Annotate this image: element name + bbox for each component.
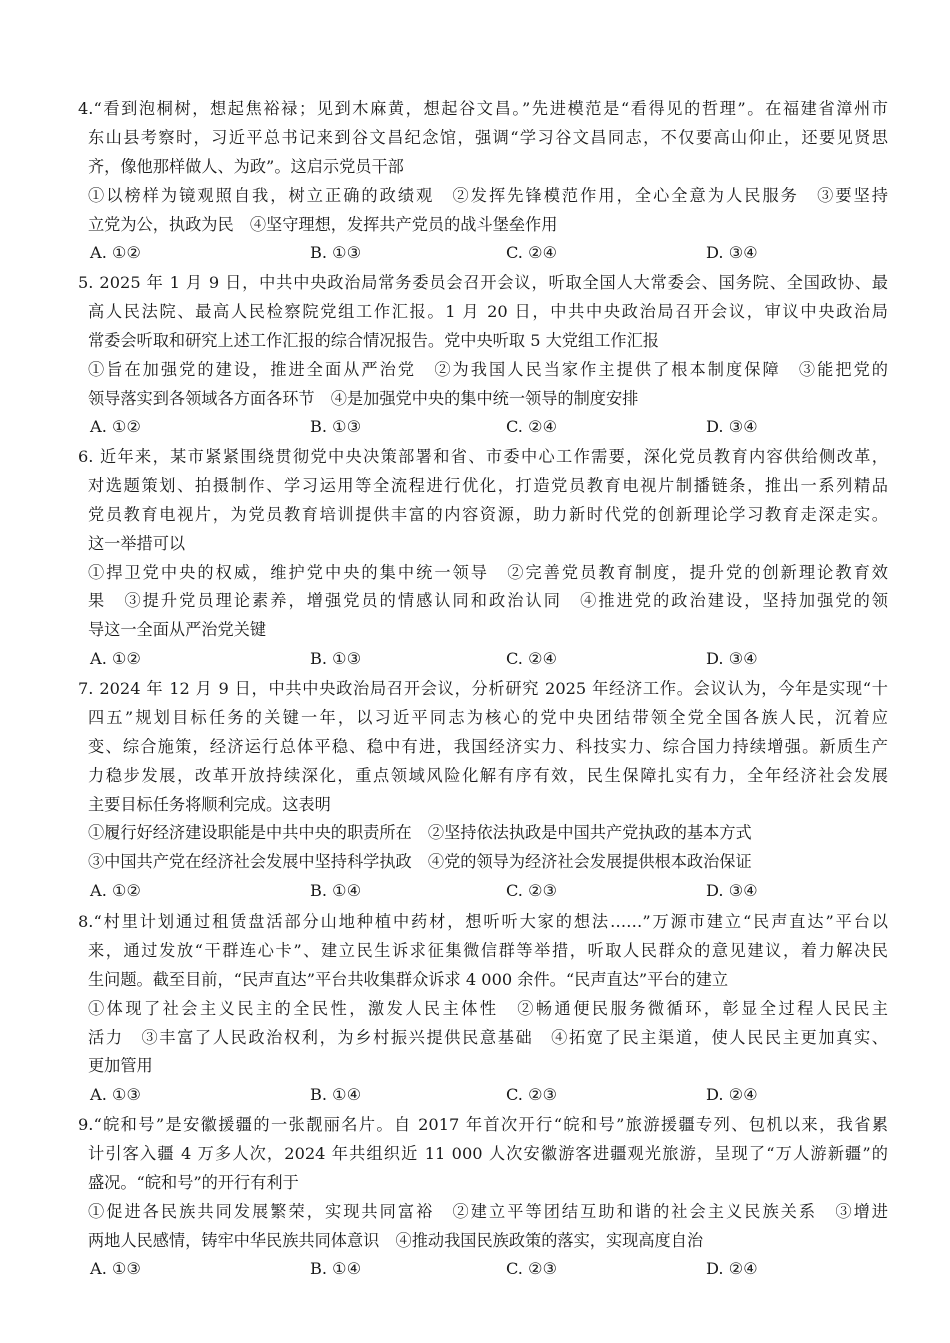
option-d: D. ②④ xyxy=(706,1259,758,1279)
answer-options xyxy=(88,645,888,674)
question-stem-line: 8.“村里计划通过租赁盘活部分山地种植中药材，想听听大家的想法……”万源市建立“民声直达”平台以 xyxy=(78,912,888,931)
option-c: C. ②③ xyxy=(506,881,558,901)
statement-line: ①体现了社会主义民主的全民性，激发人民主体性 ②畅通便民服务微循环，彰显全过程人民民主 xyxy=(88,998,888,1018)
option-b: B. ①④ xyxy=(310,881,362,901)
statement-line: ①以榜样为镜观照自我，树立正确的政绩观 ②发挥先锋模范作用，全心全意为人民服务 ③要坚持 xyxy=(88,185,888,205)
question-stem-line: 盛况。“皖和号”的开行有利于 xyxy=(88,1172,299,1192)
answer-options xyxy=(88,877,888,906)
answer-options xyxy=(88,1255,888,1284)
option-a: A. ①③ xyxy=(90,1085,142,1105)
statement-line: 更加管用 xyxy=(88,1056,153,1076)
question-stem-line: 计引客入疆 4 万多人次，2024 年共组织近 11 000 人次安徽游客进疆观光旅游，呈现了“万人游新疆”的 xyxy=(88,1143,888,1163)
option-a: A. ①② xyxy=(90,417,142,437)
question-stem-line: 生问题。截至目前，“民声直达”平台共收集群众诉求 4 000 余件。“民声直达”平台的建立 xyxy=(88,969,729,989)
question-6 xyxy=(78,443,888,674)
option-b: B. ①③ xyxy=(310,243,362,263)
statement-line: ①促进各民族共同发展繁荣，实现共同富裕 ②建立平等团结互助和谐的社会主义民族关系 ③增进 xyxy=(88,1201,888,1221)
option-c: C. ②③ xyxy=(506,1085,558,1105)
statement-line: ③中国共产党在经济社会发展中坚持科学执政 ④党的领导为经济社会发展提供根本政治保证 xyxy=(88,852,752,872)
question-stem-line: 这一举措可以 xyxy=(88,533,186,553)
statement-line: ①捍卫党中央的权威，维护党中央的集中统一领导 ②完善党员教育制度，提升党的创新理论教育效 xyxy=(88,562,888,582)
question-9 xyxy=(78,1111,888,1284)
statement-line: 两地人民感情，铸牢中华民族共同体意识 ④推动我国民族政策的落实，实现高度自治 xyxy=(88,1230,704,1250)
answer-options xyxy=(88,413,888,442)
option-d: D. ③④ xyxy=(706,881,758,901)
statement-line: ①旨在加强党的建设，推进全面从严治党 ②为我国人民当家作主提供了根本制度保障 ③能把党的 xyxy=(88,359,888,379)
question-stem-line: 变、综合施策，经济运行总体平稳、稳中有进，我国经济实力、科技实力、综合国力持续增强。新质生产 xyxy=(88,736,888,756)
statement-line: 导这一全面从严治党关键 xyxy=(88,620,267,640)
question-stem-line: 东山县考察时，习近平总书记来到谷文昌纪念馆，强调“学习谷文昌同志，不仅要高山仰止，还要见贤思 xyxy=(88,127,888,147)
option-b: B. ①④ xyxy=(310,1259,362,1279)
option-c: C. ②④ xyxy=(506,649,558,669)
answer-options xyxy=(88,239,888,268)
option-a: A. ①② xyxy=(90,881,142,901)
question-4 xyxy=(78,95,888,268)
question-stem-line: 主要目标任务将顺利完成。这表明 xyxy=(88,794,331,814)
question-stem-line: 党员教育电视片，为党员教育培训提供丰富的内容资源，助力新时代党的创新理论学习教育走深走实。 xyxy=(88,504,888,524)
option-c: C. ②④ xyxy=(506,417,558,437)
statement-line: 领导落实到各领域各方面各环节 ④是加强党中央的集中统一领导的制度安排 xyxy=(88,388,639,408)
option-c: C. ②③ xyxy=(506,1259,558,1279)
statement-line: 活力 ③丰富了人民政治权利，为乡村振兴提供民意基础 ④拓宽了民主渠道，使人民民主更加真实、 xyxy=(88,1027,888,1047)
option-d: D. ③④ xyxy=(706,243,758,263)
question-7 xyxy=(78,675,888,906)
question-stem-line: 力稳步发展，改革开放持续深化，重点领域风险化解有序有效，民生保障扎实有力，全年经济社会发展 xyxy=(88,765,888,785)
option-a: A. ①② xyxy=(90,243,142,263)
option-a: A. ①③ xyxy=(90,1259,142,1279)
option-b: B. ①③ xyxy=(310,417,362,437)
statement-line: ①履行好经济建设职能是中共中央的职责所在 ②坚持依法执政是中国共产党执政的基本方式 xyxy=(88,823,752,843)
statement-line: 立党为公，执政为民 ④坚守理想，发挥共产党员的战斗堡垒作用 xyxy=(88,214,558,234)
question-stem-line: 9.“皖和号”是安徽援疆的一张靓丽名片。自 2017 年首次开行“皖和号”旅游援疆专列、包机以来，我省累 xyxy=(78,1115,888,1134)
question-stem-line: 齐，像他那样做人、为政”。这启示党员干部 xyxy=(88,156,404,176)
option-d: D. ③④ xyxy=(706,649,758,669)
question-stem-line: 7. 2024 年 12 月 9 日，中共中央政治局召开会议，分析研究 2025 年经济工作。会议认为，今年是实现“十 xyxy=(78,679,888,698)
answer-options xyxy=(88,1081,888,1110)
question-stem-line: 来，通过发放“干群连心卡”、建立民生诉求征集微信群等举措，听取人民群众的意见建议，着力解决民 xyxy=(88,940,888,960)
option-b: B. ①④ xyxy=(310,1085,362,1105)
option-a: A. ①② xyxy=(90,649,142,669)
option-d: D. ②④ xyxy=(706,1085,758,1105)
option-d: D. ③④ xyxy=(706,417,758,437)
option-b: B. ①③ xyxy=(310,649,362,669)
question-stem-line: 常委会听取和研究上述工作汇报的综合情况报告。党中央听取 5 大党组工作汇报 xyxy=(88,330,659,350)
question-stem-line: 5. 2025 年 1 月 9 日，中共中央政治局常务委员会召开会议，听取全国人大常委会、国务院、全国政协、最 xyxy=(78,273,888,292)
question-stem-line: 四五”规划目标任务的关键一年，以习近平同志为核心的党中央团结带领全党全国各族人民，沉着应 xyxy=(88,707,888,727)
question-5 xyxy=(78,269,888,442)
statement-line: 果 ③提升党员理论素养，增强党员的情感认同和政治认同 ④推进党的政治建设，坚持加强党的领 xyxy=(88,591,888,611)
question-stem-line: 对选题策划、拍摄制作、学习运用等全流程进行优化，打造党员教育电视片制播链条，推出一系列精品 xyxy=(88,475,888,495)
option-c: C. ②④ xyxy=(506,243,558,263)
question-stem-line: 4.“看到泡桐树，想起焦裕禄；见到木麻黄，想起谷文昌。”先进模范是“看得见的哲理”。在福建省漳州市 xyxy=(78,99,888,118)
question-stem-line: 6. 近年来，某市紧紧围绕贯彻党中央决策部署和省、市委中心工作需要，深化党员教育内容供给侧改革， xyxy=(78,447,888,466)
question-8 xyxy=(78,908,888,1110)
question-stem-line: 高人民法院、最高人民检察院党组工作汇报。1 月 20 日，中共中央政治局召开会议，审议中央政治局 xyxy=(88,301,888,321)
